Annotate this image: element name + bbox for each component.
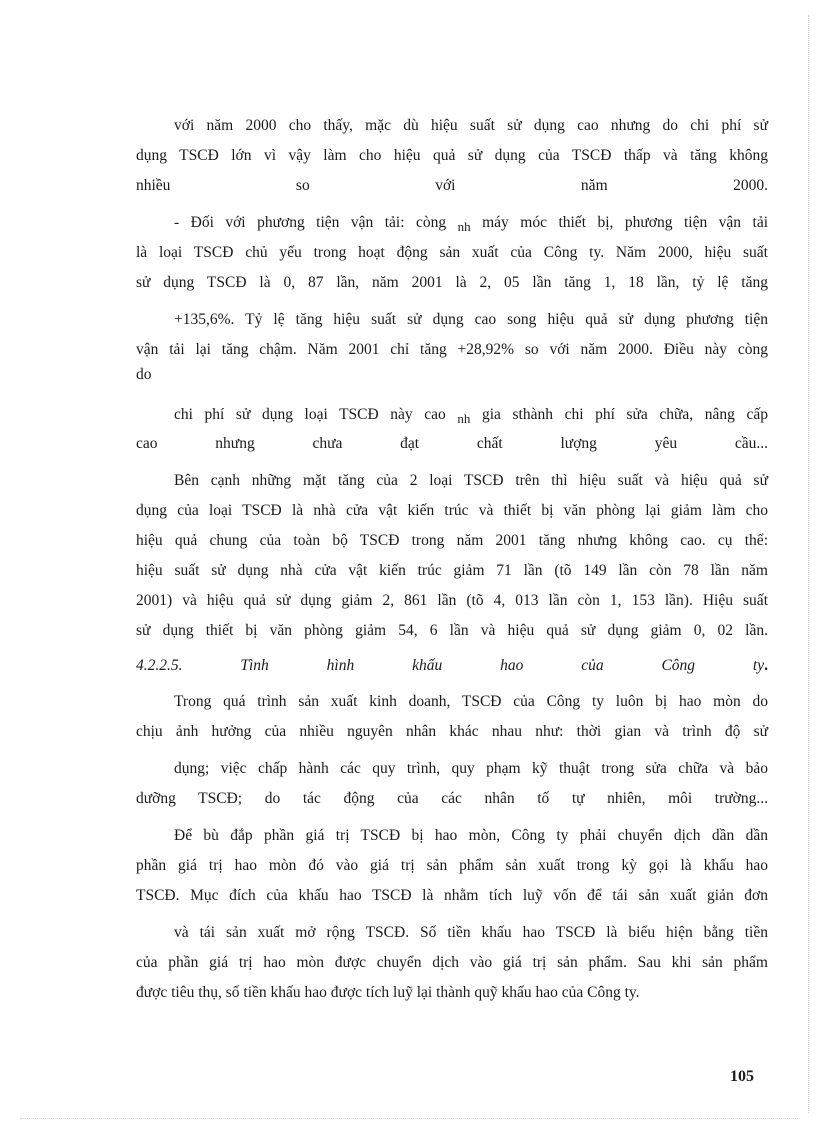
text-line: dụng; việc chấp hành các quy trình, quy phạm kỹ thuật trong sửa chữa và bảo [174, 760, 768, 777]
text-line: và tái sản xuất mở rộng TSCĐ. Số tiền khấu hao TSCĐ là biểu hiện bằng tiền [174, 924, 768, 941]
text-line: chịu ảnh hưởng của nhiều nguyên nhân khác nhau như: thời gian và trình độ sử [136, 723, 768, 740]
text-line: phần giá trị hao mòn đó vào giá trị sản phẩm sản xuất trong kỳ gọi là khấu hao [136, 857, 768, 874]
subscript-text: nh [457, 219, 471, 234]
text-span: - Đối với phương tiện vận tải: còng [174, 214, 447, 231]
text-line: dụng TSCĐ lớn vì vậy làm cho hiệu quả sử dụng của TSCĐ thấp và tăng không [136, 147, 768, 164]
text-line: 2001) và hiệu quả sử dụng giảm 2, 861 lần (tõ 4, 013 lần còn 1, 153 lần). Hiệu suất [136, 592, 768, 609]
text-line [174, 405, 768, 425]
text-line: Trong quá trình sản xuất kinh doanh, TSCĐ của Công ty luôn bị hao mòn do [174, 693, 768, 710]
text-line: được tiêu thụ, số tiền khấu hao được tích luỹ lại thành quỹ khấu hao của Công ty. [136, 984, 640, 1001]
heading-text: 4.2.2.5. Tình hình khấu hao của Công ty [136, 657, 765, 674]
text-line: hiệu quả chung của toàn bộ TSCĐ trong năm 2001 tăng nhưng không cao. cụ thể: [136, 532, 768, 549]
text-span: máy móc thiết bị, phương tiện vận tải [482, 214, 769, 231]
section-heading [136, 656, 768, 676]
heading-period: . [764, 657, 768, 674]
text-line: dụng của loại TSCĐ là nhà cửa vật kiến trúc và thiết bị văn phòng lại giảm làm cho [136, 502, 768, 519]
page-border-bottom [20, 1118, 800, 1119]
text-span: chi phí sử dụng loại TSCĐ này cao [174, 406, 446, 423]
text-line: sử dụng thiết bị văn phòng giảm 54, 6 lần và hiệu quả sử dụng giảm 0, 02 lần. [136, 622, 768, 639]
text-line: TSCĐ. Mục đích của khấu hao TSCĐ là nhằm tích luỹ vốn để tái sản xuất giản đơn [136, 887, 768, 904]
text-line: nhiều so với năm 2000. [136, 177, 768, 194]
text-line: dưỡng TSCĐ; do tác động của các nhân tố tự nhiên, môi trường... [136, 790, 768, 807]
text-line: với năm 2000 cho thấy, mặc dù hiệu suất sử dụng cao nhưng do chi phí sử [174, 117, 768, 134]
text-line: +135,6%. Tỷ lệ tăng hiệu suất sử dụng cao song hiệu quả sử dụng phương tiện [174, 311, 768, 328]
page-number: 105 [730, 1068, 754, 1085]
subscript-text: nh [457, 411, 471, 426]
text-line: của phần giá trị hao mòn được chuyển dịch vào giá trị sản phẩm. Sau khi sản phẩm [136, 954, 768, 971]
text-line [174, 213, 768, 233]
text-line: là loại TSCĐ chủ yếu trong hoạt động sản xuất của Công ty. Năm 2000, hiệu suất [136, 244, 768, 261]
text-line: sử dụng TSCĐ là 0, 87 lần, năm 2001 là 2, 05 lần tăng 1, 18 lần, tỷ lệ tăng [136, 274, 768, 291]
text-line: Để bù đắp phần giá trị TSCĐ bị hao mòn, Công ty phải chuyển dịch dần dần [174, 827, 768, 844]
text-line: cao nhưng chưa đạt chất lượng yêu cầu... [136, 435, 768, 452]
text-line: do [136, 366, 152, 383]
text-line: vận tải lại tăng chậm. Năm 2001 chỉ tăng +28,92% so với năm 2000. Điều này còng [136, 341, 768, 358]
text-line: hiệu suất sử dụng nhà cửa vật kiến trúc giảm 71 lần (tõ 149 lần còn 78 lần năm [136, 562, 768, 579]
text-span: gia sthành chi phí sửa chữa, nâng cấp [481, 406, 769, 423]
page-border-right [808, 15, 809, 1113]
text-line: Bên cạnh những mặt tăng của 2 loại TSCĐ trên thì hiệu suất và hiệu quả sử [174, 472, 768, 489]
